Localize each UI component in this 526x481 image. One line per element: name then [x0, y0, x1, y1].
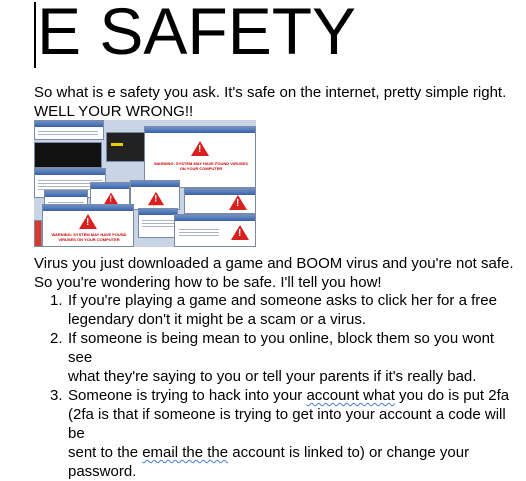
popup-window: [184, 188, 256, 214]
warning-text: WARNING: SYSTEM MAY HAVE FOUND VIRUSES ON YOUR COMPUTER: [51, 232, 127, 242]
list-item[interactable]: [34, 291, 514, 329]
list-item-line: legendary don't it might be a scam or a virus.: [68, 311, 367, 328]
warning-icon: !: [79, 214, 97, 229]
intro-line-2: WELL YOUR WRONG!!: [34, 103, 194, 120]
virus-warning-window: [144, 126, 256, 188]
list-item-line: what they're saying to you or tell your parents if it's really bad.: [68, 368, 477, 385]
popup-window: [34, 120, 104, 140]
popup-window-red: [34, 220, 42, 247]
safety-tips-list[interactable]: [34, 291, 514, 481]
virus-warning-window: [42, 204, 134, 247]
list-item-line: sent to the email the the account is linked to) or change your: [68, 444, 470, 461]
popup-window-dark: [34, 142, 102, 168]
list-item-line: Someone is trying to hack into your account what you do is put 2fa: [68, 387, 510, 404]
intro-line-1: So what is e safety you ask. It's safe on the internet, pretty simple right.: [34, 84, 507, 101]
virus-warning-collage-image[interactable]: [34, 120, 256, 247]
warning-icon: !: [229, 195, 247, 210]
popup-window: !: [130, 180, 180, 210]
warning-icon: !: [191, 141, 209, 156]
intro-paragraph[interactable]: [34, 83, 506, 121]
list-number: 2.: [50, 330, 63, 347]
popup-window: !: [90, 182, 130, 208]
after-image-line-1: Virus you just downloaded a game and BOOM virus and you're not safe.: [34, 255, 514, 272]
spellcheck-underlined-text[interactable]: account what: [306, 387, 395, 404]
popup-window: [138, 208, 178, 238]
list-number: 3.: [50, 387, 63, 404]
list-item-line: If someone is being mean to you online, block them so you wont see: [68, 330, 495, 366]
list-item-line: password.: [68, 463, 137, 480]
warning-text: WARNING: SYSTEM MAY HAVE FOUND VIRUSES ON YOUR COMPUTER: [154, 161, 248, 171]
spellcheck-underlined-text[interactable]: email the the: [142, 444, 229, 461]
text-cursor: [34, 2, 36, 68]
document-title[interactable]: E SAFETY: [37, 0, 357, 68]
list-item[interactable]: [34, 329, 514, 386]
popup-window: [174, 214, 256, 247]
list-number: 1.: [50, 292, 63, 309]
after-image-paragraph[interactable]: [34, 254, 514, 292]
list-item-line: (2fa is that if someone is trying to get into your account a code will be: [68, 406, 506, 442]
after-image-line-2: So you're wondering how to be safe. I'll tell you how!: [34, 274, 382, 291]
list-item-line: If you're playing a game and someone asks to click her for a free: [68, 292, 497, 309]
warning-icon: !: [231, 225, 249, 240]
popup-window-terminal: [106, 132, 146, 162]
list-item[interactable]: [34, 386, 514, 481]
